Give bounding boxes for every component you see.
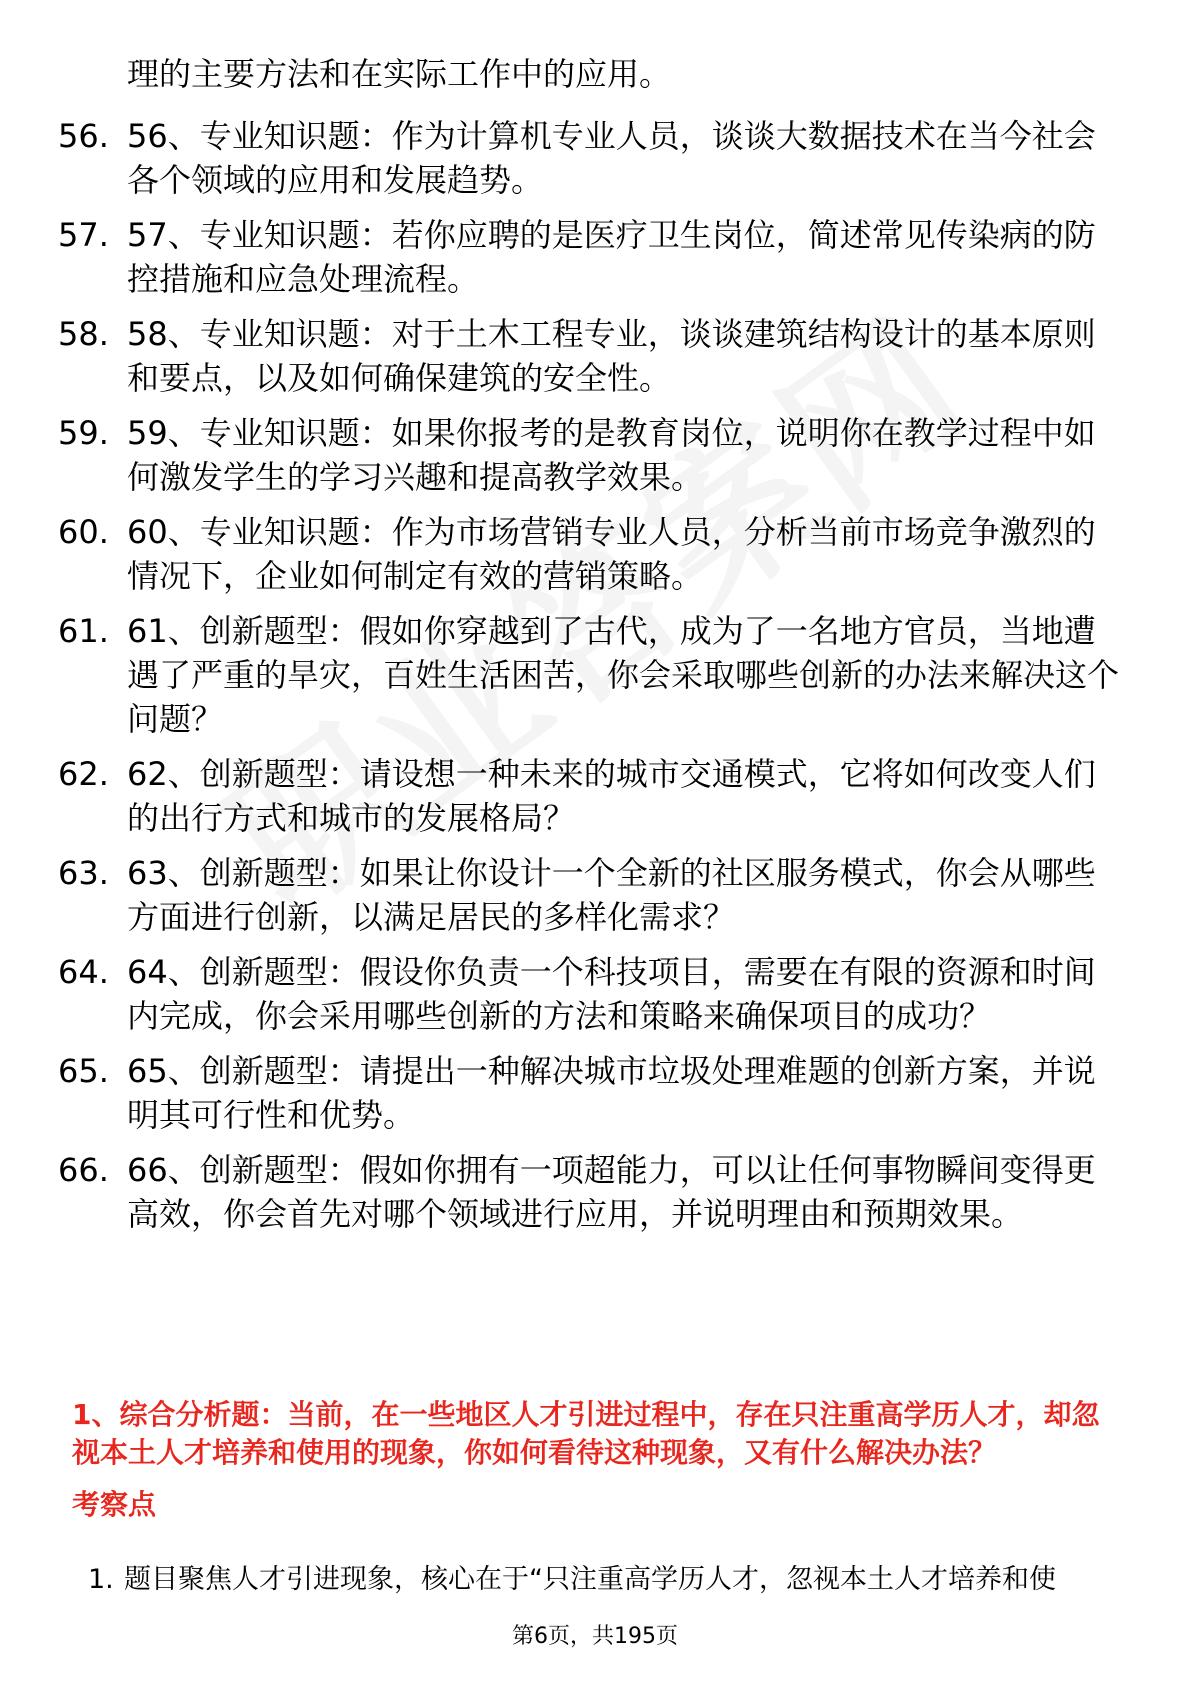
list-item-number: 61. xyxy=(58,612,109,650)
analysis-point-number: 1. xyxy=(88,1564,114,1595)
list-item-number: 57. xyxy=(58,216,109,254)
analysis-subheading: 考察点 xyxy=(72,1488,157,1521)
list-item-number: 65. xyxy=(58,1052,109,1090)
list-item-number: 60. xyxy=(58,513,109,551)
analysis-point-text: 题目聚焦人才引进现象，核心在于“只注重高学历人才，忽视本土人才培养和使 xyxy=(124,1564,1056,1595)
list-item-text: 57、专业知识题：若你应聘的是医疗卫生岗位，简述常见传染病的防控措施和应急处理流程。 xyxy=(127,216,1096,298)
list-item xyxy=(58,213,1128,301)
list-item-text: 62、创新题型：请设想一种未来的城市交通模式，它将如何改变人们的出行方式和城市的发展格局？ xyxy=(127,755,1096,837)
list-item xyxy=(58,510,1128,598)
list-item xyxy=(58,851,1128,939)
list-item xyxy=(58,411,1128,499)
list-item-text: 64、创新题型：假设你负责一个科技项目，需要在有限的资源和时间内完成，你会采用哪些创新的方法和策略来确保项目的成功？ xyxy=(127,953,1096,1035)
list-item-text: 58、专业知识题：对于土木工程专业，谈谈建筑结构设计的基本原则和要点，以及如何确保建筑的安全性。 xyxy=(127,315,1096,397)
list-item-number: 63. xyxy=(58,854,109,892)
question-list xyxy=(58,114,1128,1247)
continued-text: 理的主要方法和在实际工作中的应用。 xyxy=(127,55,672,93)
list-item-text: 65、创新题型：请提出一种解决城市垃圾处理难题的创新方案，并说明其可行性和优势。 xyxy=(127,1052,1096,1134)
list-item xyxy=(58,950,1128,1038)
list-item xyxy=(58,1148,1128,1236)
list-item xyxy=(58,609,1128,741)
list-item xyxy=(58,752,1128,840)
list-item-number: 56. xyxy=(58,117,109,155)
analysis-point xyxy=(88,1562,1138,1598)
page-footer: 第6页，共195页 xyxy=(512,1624,678,1649)
list-item-text: 56、专业知识题：作为计算机专业人员，谈谈大数据技术在当今社会各个领域的应用和发展趋势。 xyxy=(127,117,1096,199)
list-item-text: 63、创新题型：如果让你设计一个全新的社区服务模式，你会从哪些方面进行创新，以满足居民的多样化需求？ xyxy=(127,854,1096,936)
list-item-text: 61、创新题型：假如你穿越到了古代，成为了一名地方官员，当地遭遇了严重的旱灾，百姓生活困苦，你会采取哪些创新的办法来解决这个问题？ xyxy=(127,612,1120,738)
list-item xyxy=(58,312,1128,400)
list-item-text: 66、创新题型：假如你拥有一项超能力，可以让任何事物瞬间变得更高效，你会首先对哪个领域进行应用，并说明理由和预期效果。 xyxy=(127,1151,1096,1233)
list-item-text: 60、专业知识题：作为市场营销专业人员，分析当前市场竞争激烈的情况下，企业如何制定有效的营销策略。 xyxy=(127,513,1096,595)
list-item-text: 59、专业知识题：如果你报考的是教育岗位，说明你在教学过程中如何激发学生的学习兴趣和提高教学效果。 xyxy=(127,414,1096,496)
list-item-number: 62. xyxy=(58,755,109,793)
list-item xyxy=(58,114,1128,202)
analysis-question-title: 1、综合分析题：当前，在一些地区人才引进过程中，存在只注重高学历人才，却忽视本土人才培养和使用的现象，你如何看待这种现象，又有什么解决办法？ xyxy=(72,1398,1100,1469)
list-item xyxy=(58,1049,1128,1137)
list-item-number: 66. xyxy=(58,1151,109,1189)
list-item-number: 64. xyxy=(58,953,109,991)
list-item-number: 59. xyxy=(58,414,109,452)
list-item-number: 58. xyxy=(58,315,109,353)
